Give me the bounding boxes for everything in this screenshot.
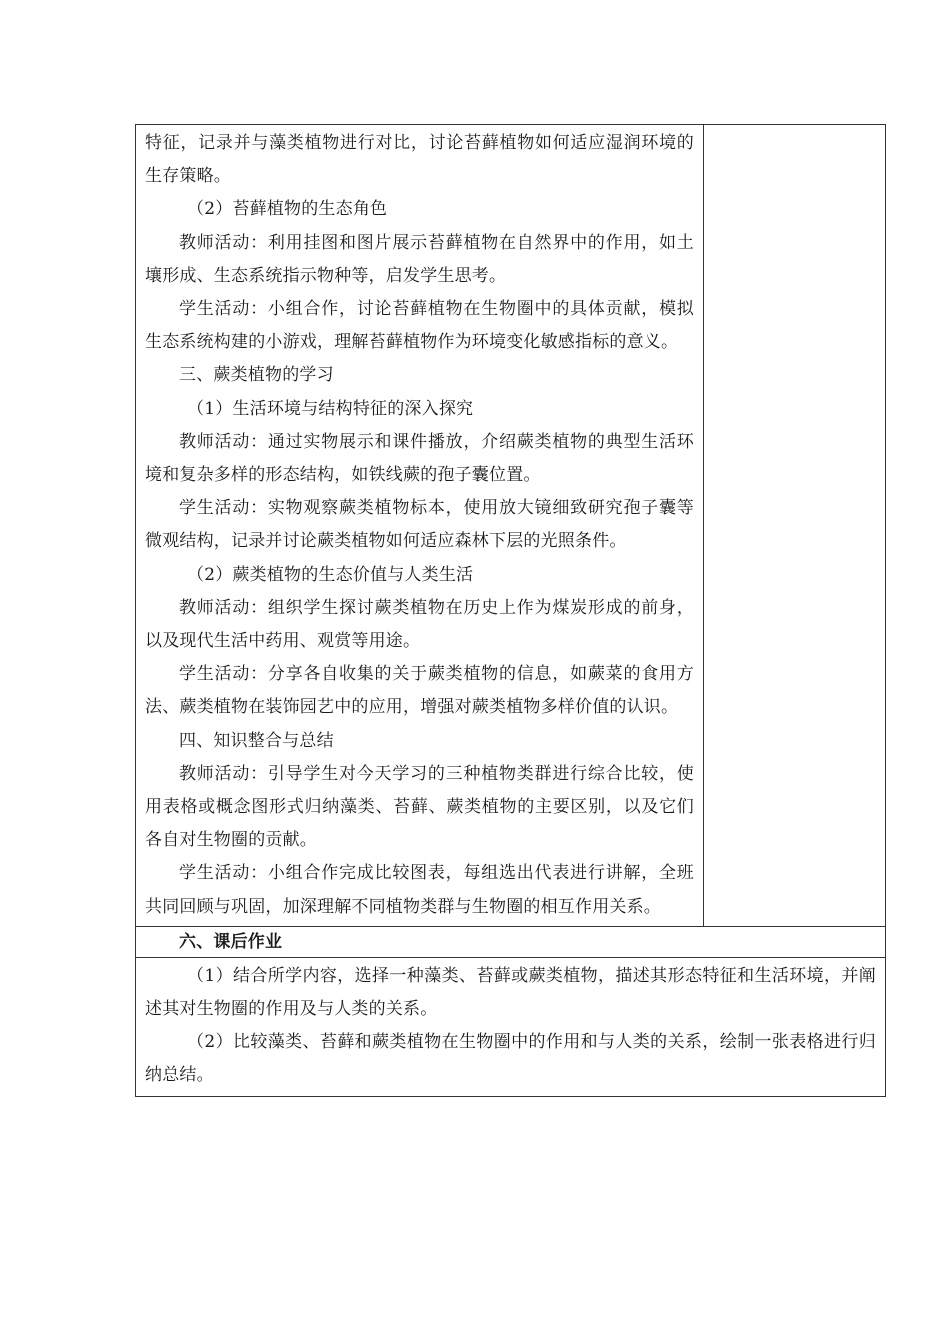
section-heading-fern: 三、蕨类植物的学习 (179, 365, 334, 386)
homework-heading: 六、课后作业 (179, 931, 283, 952)
paragraph-student-activity: 学生活动：小组合作完成比较图表，每组选出代表进行讲解，全班共同回顾与巩固，加深理解不同植物类群与生物圈的相互作用关系。 (145, 863, 694, 917)
homework-content-row (136, 958, 885, 1096)
paragraph-moss-adaptation: 特征，记录并与藻类植物进行对比，讨论苔藓植物如何适应湿润环境的生存策略。 (145, 133, 694, 187)
paragraph-teacher-activity: 教师活动：通过实物展示和课件播放，介绍蕨类植物的典型生活环境和复杂多样的形态结构，如铁线蕨的孢子囊位置。 (145, 431, 694, 486)
subheading-moss-ecology: （2）苔藓植物的生态角色 (187, 199, 388, 220)
paragraph-student-activity: 学生活动：分享各自收集的关于蕨类植物的信息，如蕨菜的食用方法、蕨类植物在装饰园艺中的应用，增强对蕨类植物多样价值的认识。 (145, 664, 694, 718)
paragraph-teacher-activity: 教师活动：利用挂图和图片展示苔藓植物在自然界中的作用，如土壤形成、生态系统指示物种等，启发学生思考。 (145, 232, 694, 286)
subheading-fern-value: （2）蕨类植物的生态价值与人类生活 (187, 564, 474, 585)
notes-cell (704, 125, 885, 926)
homework-heading-row (136, 927, 885, 958)
subheading-fern-structure: （1）生活环境与结构特征的深入探究 (187, 398, 474, 419)
paragraph-student-activity: 学生活动：小组合作，讨论苔藓植物在生物圈中的具体贡献，模拟生态系统构建的小游戏，理解苔藓植物作为环境变化敏感指标的意义。 (145, 299, 694, 353)
paragraph-teacher-activity: 教师活动：引导学生对今天学习的三种植物类群进行综合比较，使用表格或概念图形式归纳藻类、苔藓、蕨类植物的主要区别，以及它们各自对生物圈的贡献。 (145, 763, 694, 851)
homework-item: （2）比较藻类、苔藓和蕨类植物在生物圈中的作用和与人类的关系，绘制一张表格进行归纳总结。 (145, 1032, 876, 1086)
section-heading-summary: 四、知识整合与总结 (179, 730, 334, 751)
teaching-process-cell (136, 125, 704, 926)
paragraph-teacher-activity: 教师活动：组织学生探讨蕨类植物在历史上作为煤炭形成的前身，以及现代生活中药用、观赏等用途。 (145, 597, 694, 652)
homework-item: （1）结合所学内容，选择一种藻类、苔藓或蕨类植物，描述其形态特征和生活环境，并阐述其对生物圈的作用及与人类的关系。 (145, 965, 876, 1020)
lesson-plan-table (135, 124, 886, 1097)
paragraph-student-activity: 学生活动：实物观察蕨类植物标本，使用放大镜细致研究孢子囊等微观结构，记录并讨论蕨类植物如何适应森林下层的光照条件。 (145, 498, 694, 552)
teaching-process-row (136, 125, 885, 927)
